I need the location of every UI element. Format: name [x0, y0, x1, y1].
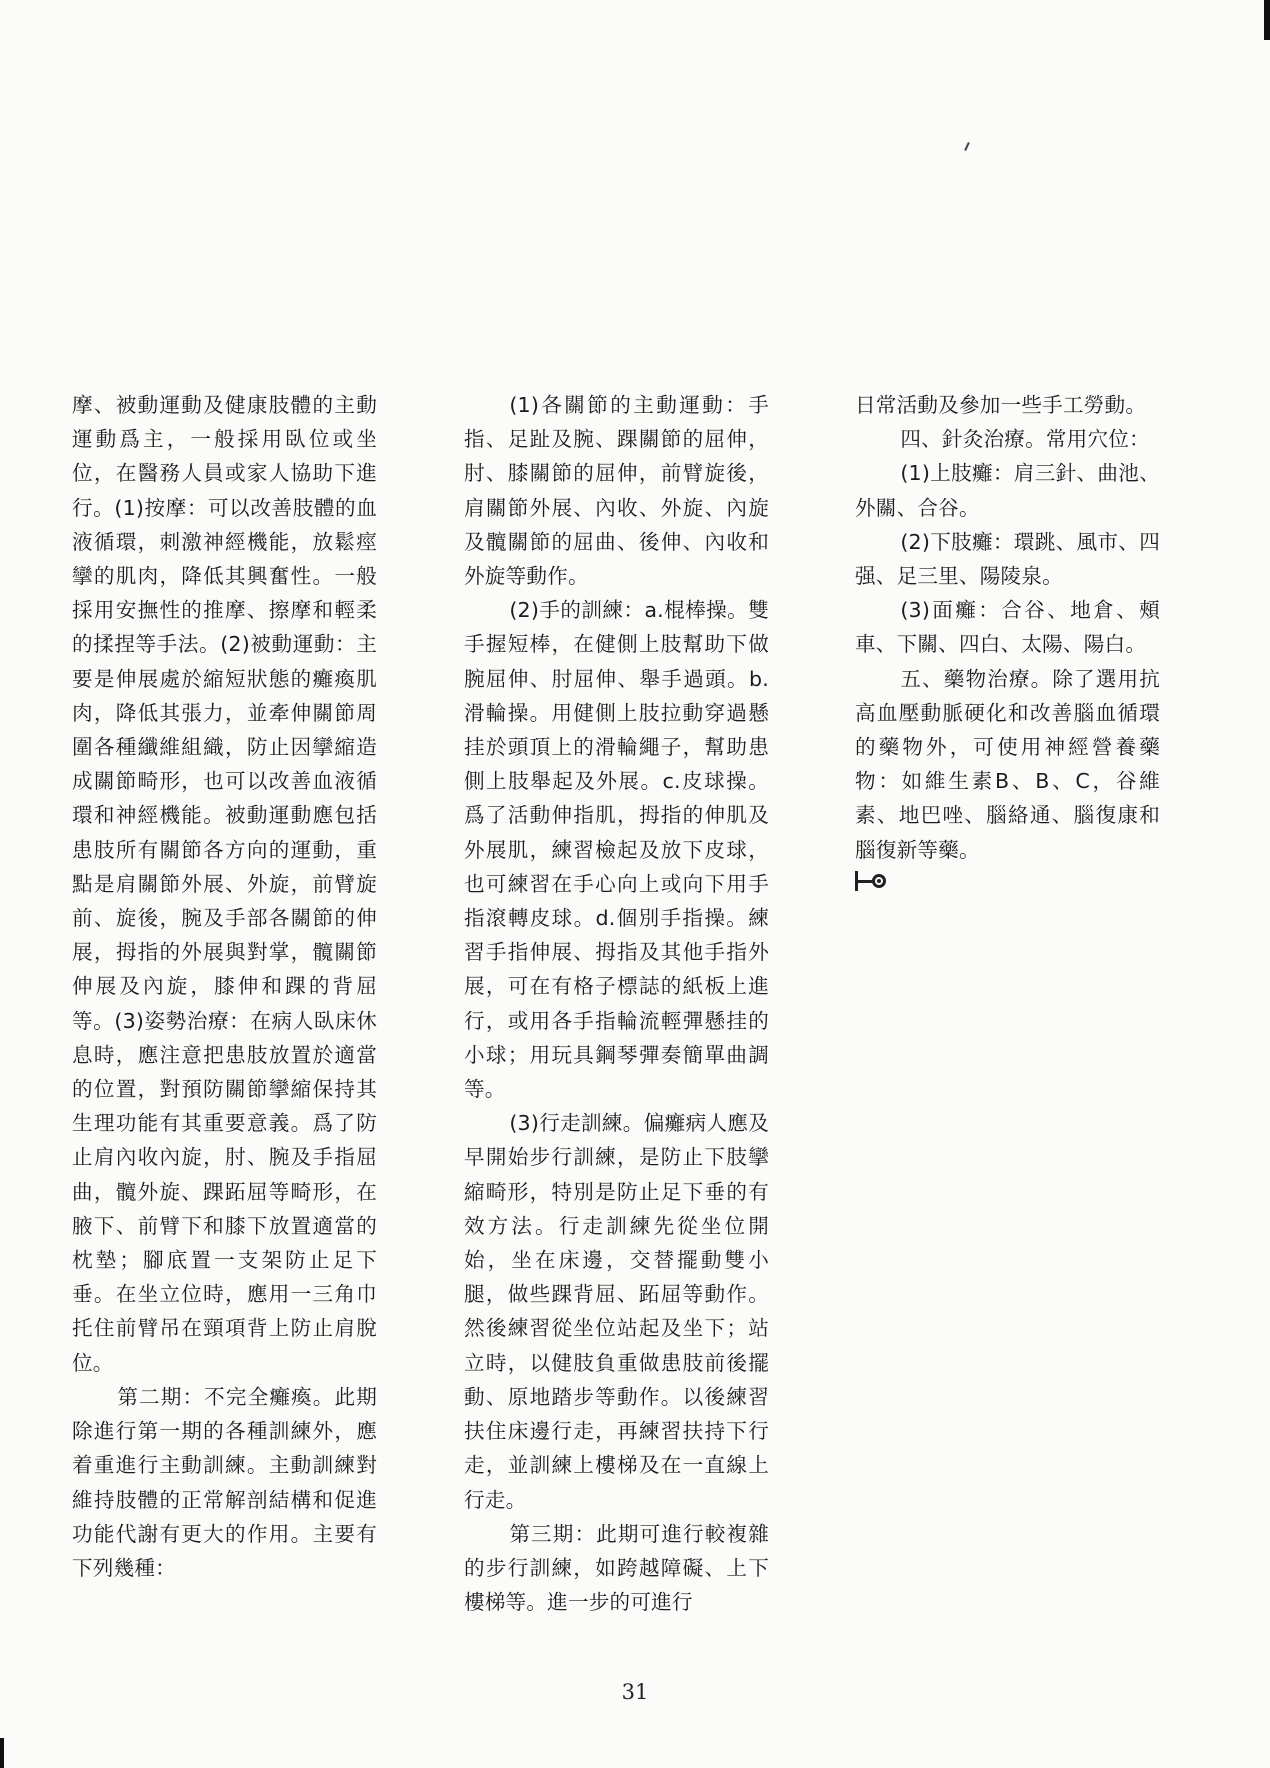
- page-number: 31: [621, 1680, 649, 1704]
- paragraph: 摩、被動運動及健康肢體的主動運動爲主，一般採用臥位或坐位，在醫務人員或家人協助下進行。(1)按摩：可以改善肢體的血液循環，刺激神經機能，放鬆痙攣的肌肉，降低其興奮性。一般採用安撫性的推摩、擦摩和輕柔的揉捏等手法。(2)被動運動：主要是伸展處於縮短狀態的癱瘓肌肉，降低其張力，並牽伸關節周圍各種纖維組織，防止因攣縮造成關節畸形，也可以改善血液循環和神經機能。被動運動應包括患肢所有關節各方向的運動，重點是肩關節外展、外旋，前臂旋前、旋後，腕及手部各關節的伸展，拇指的外展與對掌，髖關節伸展及內旋，膝伸和踝的背屈等。(3)姿勢治療：在病人臥床休息時，應注意把患肢放置於適當的位置，對預防關節攣縮保持其生理功能有其重要意義。爲了防止肩內收內旋，肘、腕及手指屈曲，髖外旋、踝跖屈等畸形，在腋下、前臂下和膝下放置適當的枕墊；腳底置一支架防止足下垂。在坐立位時，應用一三角巾托住前臂吊在頸項背上防止肩脫位。: [72, 393, 377, 1375]
- paragraph: (2)手的訓練：a.棍棒操。雙手握短棒，在健側上肢幫助下做腕屈伸、肘屈伸、舉手過頭。b.滑輪操。用健側上肢拉動穿過懸挂於頭頂上的滑輪繩子，幫助患側上肢舉起及外展。c.皮球操。爲了活動伸指肌，拇指的伸肌及外展肌，練習檢起及放下皮球，也可練習在手心向上或向下用手指滾轉皮球。d.個別手指操。練習手指伸展、拇指及其他手指外展，可在有格子標誌的紙板上進行，或用各手指輪流輕彈懸挂的小球；用玩具鋼琴彈奏簡單曲調等。: [464, 598, 769, 1102]
- paragraph: 第二期：不完全癱瘓。此期除進行第一期的各種訓練外，應着重進行主動訓練。主動訓練對維持肢體的正常解剖結構和促進功能代謝有更大的作用。主要有下列幾種：: [72, 1384, 377, 1580]
- paragraph: 四、針灸治療。常用穴位：: [900, 427, 1150, 452]
- paragraph: (1)各關節的主動運動：手指、足趾及腕、踝關節的屈伸，肘、膝關節的屈伸，前臂旋後，肩關節外展、內收、外旋、內旋及髖關節的屈曲、後伸、內收和外旋等動作。: [464, 393, 769, 589]
- text-column-middle: [464, 388, 769, 1619]
- paragraph: 第三期：此期可進行較複雜的步行訓練，如跨越障礙、上下樓梯等。進一步的可進行: [464, 1521, 769, 1615]
- scan-speck: [964, 142, 970, 151]
- text-column-left: [72, 388, 377, 1585]
- paragraph: (1)上肢癱：肩三針、曲池、外關、合谷。: [855, 461, 1160, 520]
- scan-edge-mark: [0, 1738, 4, 1768]
- paragraph: 日常活動及參加一些手工勞動。: [855, 393, 1147, 417]
- paragraph: (3)面癱：合谷、地倉、頰車、下關、四白、太陽、陽白。: [855, 598, 1160, 657]
- paragraph: 五、藥物治療。除了選用抗高血壓動脈硬化和改善腦血循環的藥物外，可使用神經營養藥物：如維生素B、B、C，谷維素、地巴唑、腦絡通、腦復康和腦復新等藥。: [855, 666, 1160, 862]
- scan-edge-mark: [1264, 0, 1270, 40]
- paragraph: (2)下肢癱：環跳、風市、四强、足三里、陽陵泉。: [855, 529, 1160, 589]
- paragraph: (3)行走訓練。偏癱病人應及早開始步行訓練，是防止下肢攣縮畸形，特別是防止足下垂的有效方法。行走訓練先從坐位開始，坐在床邊，交替擺動雙小腿，做些踝背屈、跖屈等動作。然後練習從坐位站起及坐下；站立時，以健肢負重做患肢前後擺動、原地踏步等動作。以後練習扶住床邊行走，再練習扶持下行走，並訓練上樓梯及在一直線上行走。: [464, 1111, 769, 1512]
- text-column-right: [855, 388, 1160, 901]
- end-of-article-icon: [855, 871, 899, 891]
